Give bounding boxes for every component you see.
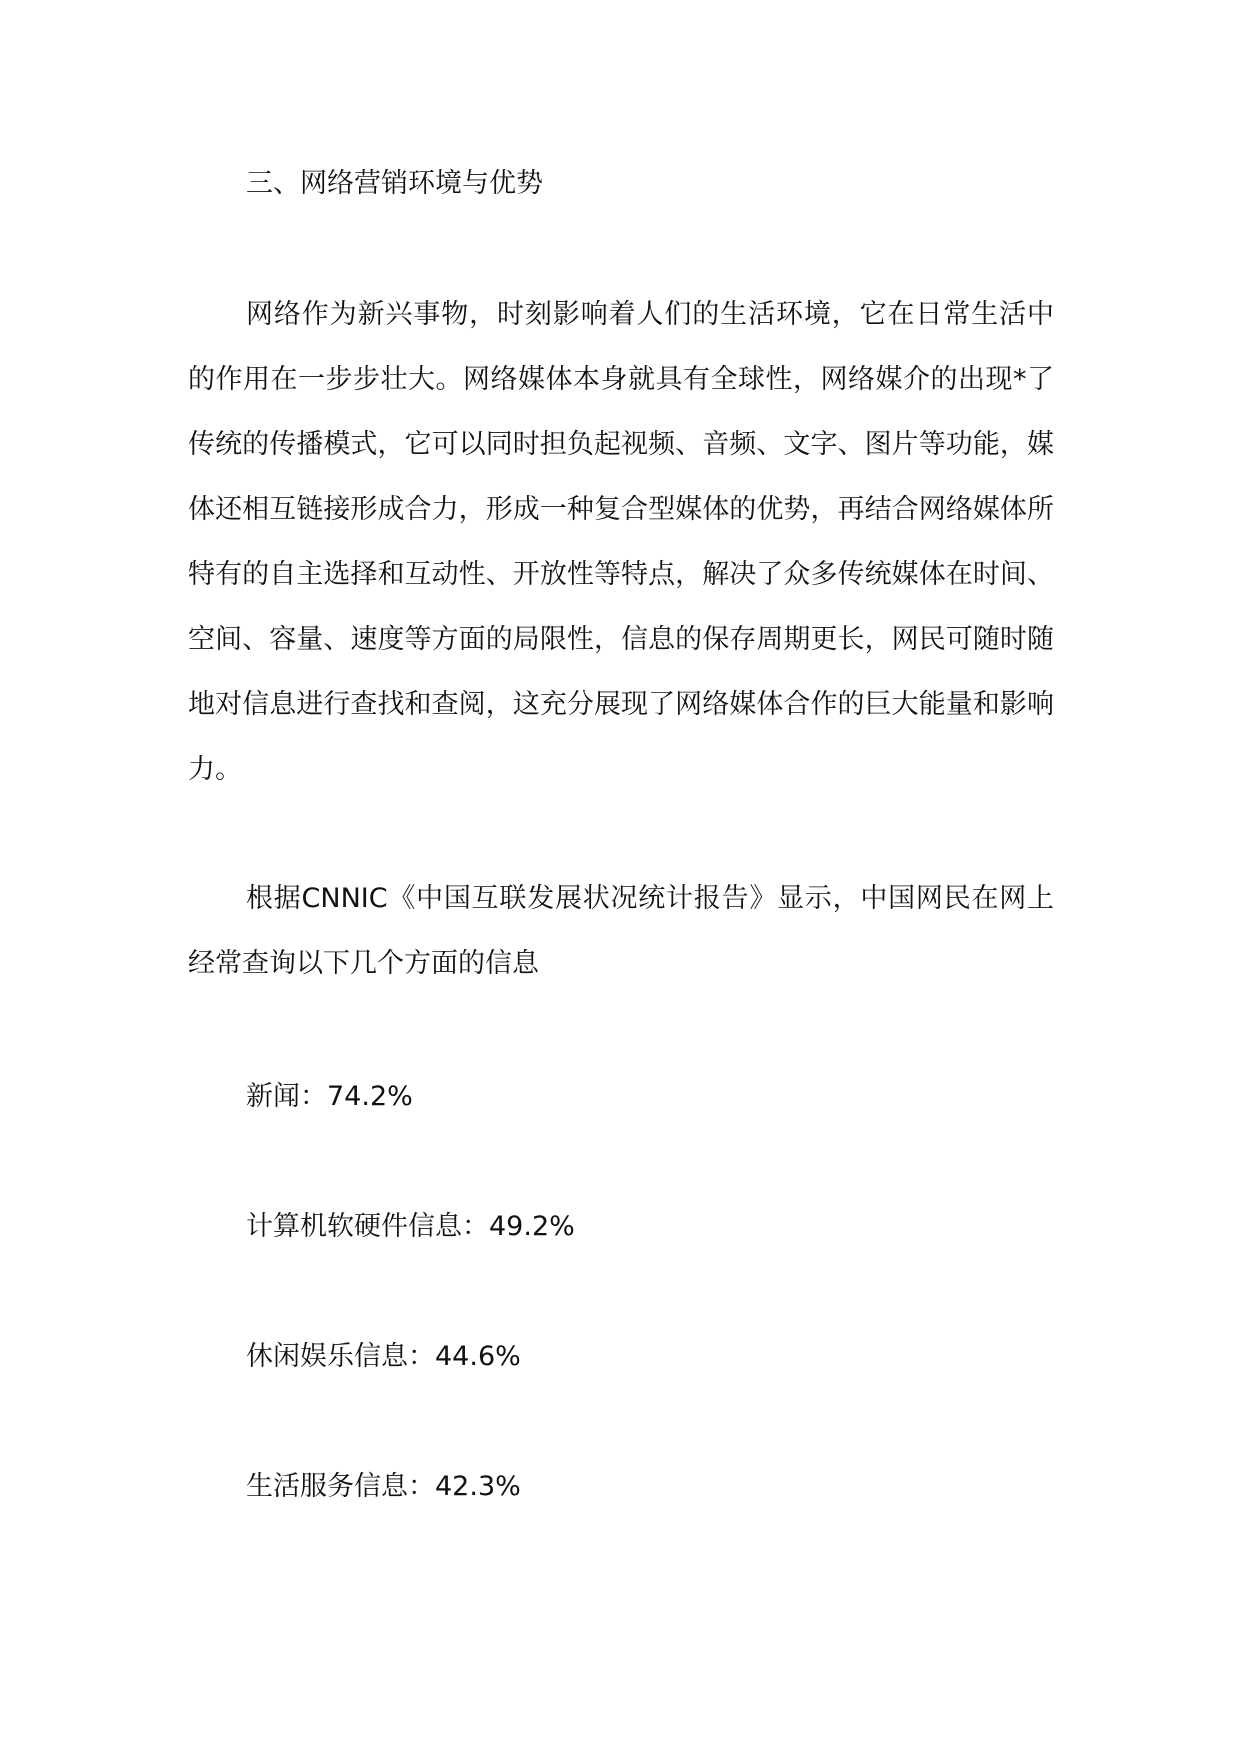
stat-computer-info: 计算机软硬件信息：49.2% — [246, 1211, 575, 1242]
stat-life-service-info: 生活服务信息：42.3% — [246, 1471, 521, 1502]
section-heading: 三、网络营销环境与优势 — [246, 168, 543, 199]
stat-news: 新闻：74.2% — [246, 1081, 413, 1112]
stat-entertainment-info: 休闲娱乐信息：44.6% — [246, 1341, 521, 1372]
body-paragraph: 网络作为新兴事物，时刻影响着人们的生活环境，它在日常生活中的作用在一步步壮大。网络媒体本身就具有全球性，网络媒介的出现*了传统的传播模式，它可以同时担负起视频、音频、文字、图片等功能，媒体还相互链接形成合力，形成一种复合型媒体的优势，再结合网络媒体所特有的自主选择和互动性、开放性等特点，解决了众多传统媒体在时间、空间、容量、速度等方面的局限性，信息的保存周期更长，网民可随时随地对信息进行查找和查阅，这充分展现了网络媒体合作的巨大能量和影响力。 — [188, 299, 1054, 785]
body-paragraph: 根据CNNIC《中国互联发展状况统计报告》显示，中国网民在网上经常查询以下几个方面的信息 — [188, 883, 1054, 979]
